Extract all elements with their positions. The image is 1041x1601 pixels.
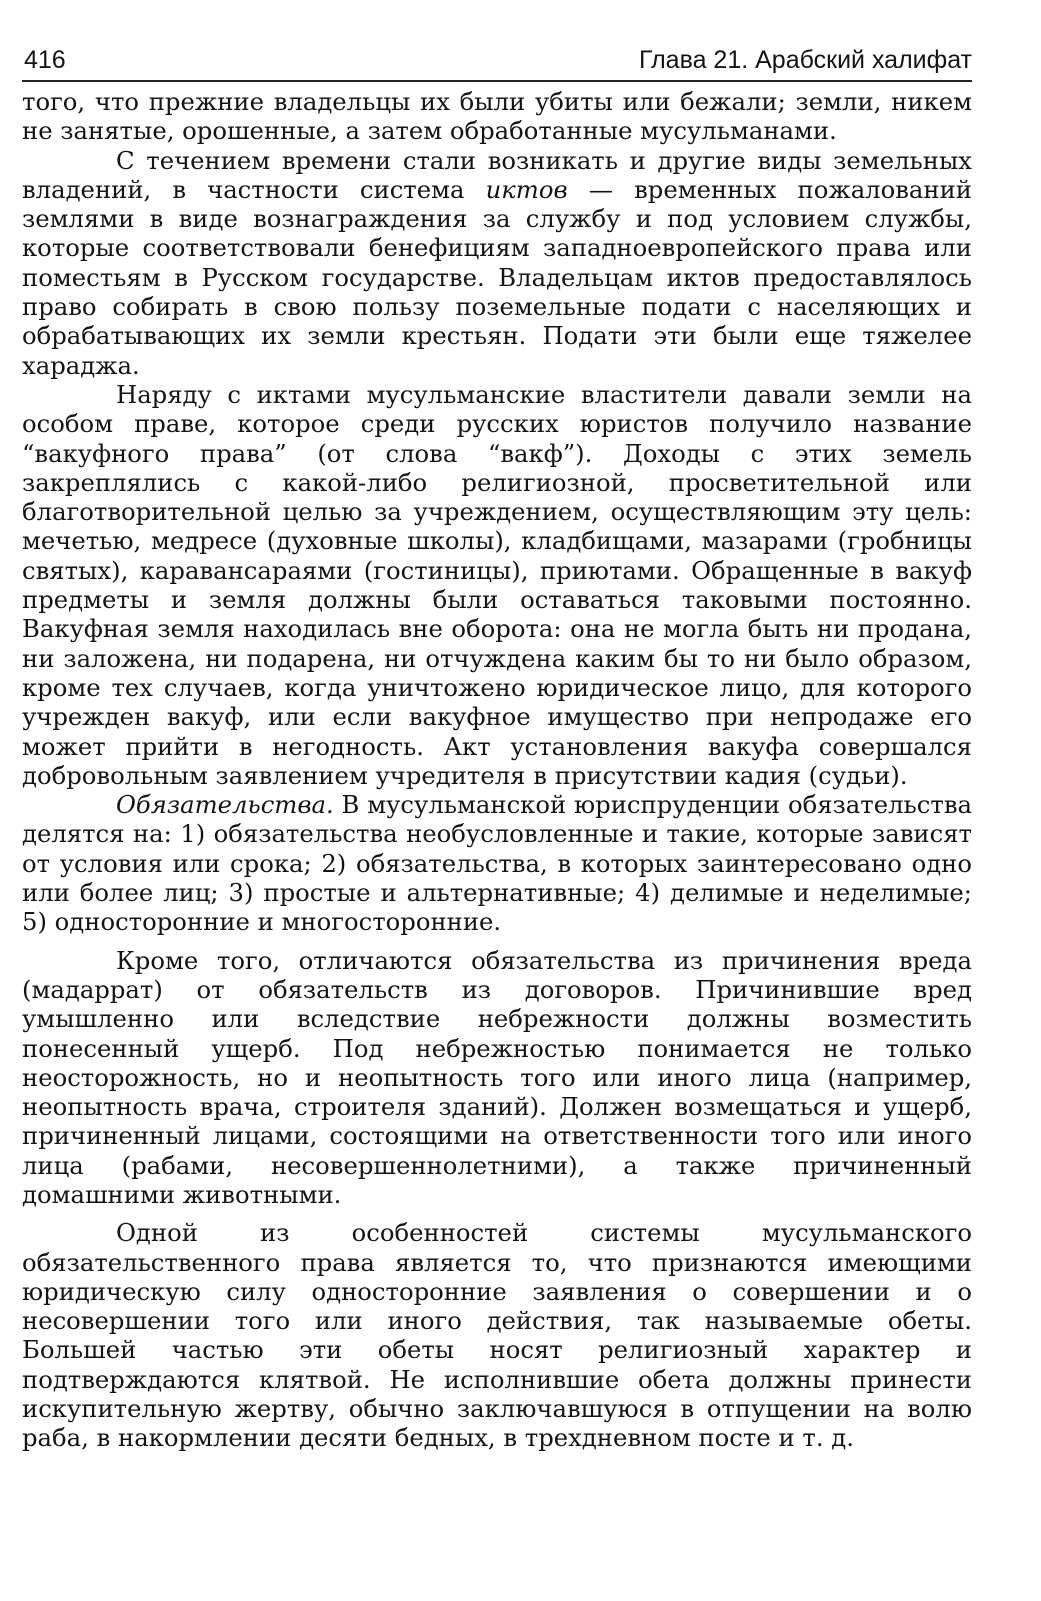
page-number: 416: [24, 46, 66, 74]
paragraph-obligations: [22, 790, 972, 936]
term-iktas: иктов: [485, 174, 568, 204]
paragraph-text: В мусульманской юриспруденции обязательства делятся на: 1) обязательства необусловленные и такие, которые зависят от условия или срока; 2) обязательства, в которых заинтересовано одно или более лиц; 3) простые и альтернативные; 4) делимые и неделимые; 5) односторонние и многосторонние.: [22, 790, 972, 937]
paragraph-waqf: Наряду с иктами мусульманские властители давали земли на особом праве, которое среди русских юристов получило название “вакуфного права” (от слова “вакф”). Доходы с этих земель закреплялись с какой-либо религиозной, просветительной или благотворительной целью за учреждением, осуществляющим эту цель: мечетью, медресе (духовные школы), кладбищами, мазарами (гробницы святых), каравансараями (гостиницы), приютами. Обращенные в вакуф предметы и земля должны были оставаться таковыми постоянно. Вакуфная земля находилась вне оборота: она не могла быть ни продана, ни заложена, ни подарена, ни отчуждена каким бы то ни было образом, кроме тех случаев, когда уничтожено юридическое лицо, для которого учрежден вакуф, или если вакуфное имущество при непродаже его может прийти в негодность. Акт установления вакуфа совершался добровольным заявлением учредителя в присутствии кадия (судьи).: [22, 379, 972, 790]
paragraph-vows: Одной из особенностей системы мусульманского обязательственного права является то, что признаются имеющими юридическую силу односторонние заявления о совершении и о несовершении того или иного действия, так называемые обеты. Большей частью эти обеты носят религиозный характер и подтверждаются клятвой. Не исполнившие обета должны принести искупительную жертву, обычно заключавшуюся в отпущении на волю раба, в накормлении десяти бедных, в трехдневном посте и т. д.: [22, 1218, 972, 1453]
page-header: [22, 40, 972, 82]
section-heading-obligations: Обязательства.: [116, 790, 334, 820]
paragraph-text: С течением времени стали возникать и другие виды земельных владений, в частности система: [22, 145, 972, 204]
paragraph-iktas: [22, 146, 972, 380]
paragraph-continuation: того, что прежние владельцы их были убиты или бежали; земли, никем не занятые, орошенные, а затем обработанные мусульманами.: [22, 87, 972, 146]
book-page: [22, 40, 972, 1570]
running-title: Глава 21. Арабский халифат: [638, 46, 972, 74]
paragraph-text: — временных пожалований землями в виде вознаграждения за службу и под условием службы, которые соответствовали бенефициям западноевропейского права или поместьям в Русском государстве. Владельцам иктов предоставлялось право собирать в свою пользу поземельные подати с населяющих и обрабатывающих их земли крестьян. Подати эти были еще тяжелее хараджа.: [22, 174, 972, 380]
paragraph-harm: Кроме того, отличаются обязательства из причинения вреда (мадаррат) от обязательств из договоров. Причинившие вред умышленно или вследствие небрежности должны возместить понесенный ущерб. Под небрежностью понимается не только неосторожность, но и неопытность того или иного лица (например, неопытность врача, строителя зданий). Должен возмещаться и ущерб, причиненный лицами, состоящими на ответственности того или иного лица (рабами, несовершеннолетними), а также причиненный домашними животными.: [22, 945, 972, 1209]
page-body: [22, 87, 972, 1453]
